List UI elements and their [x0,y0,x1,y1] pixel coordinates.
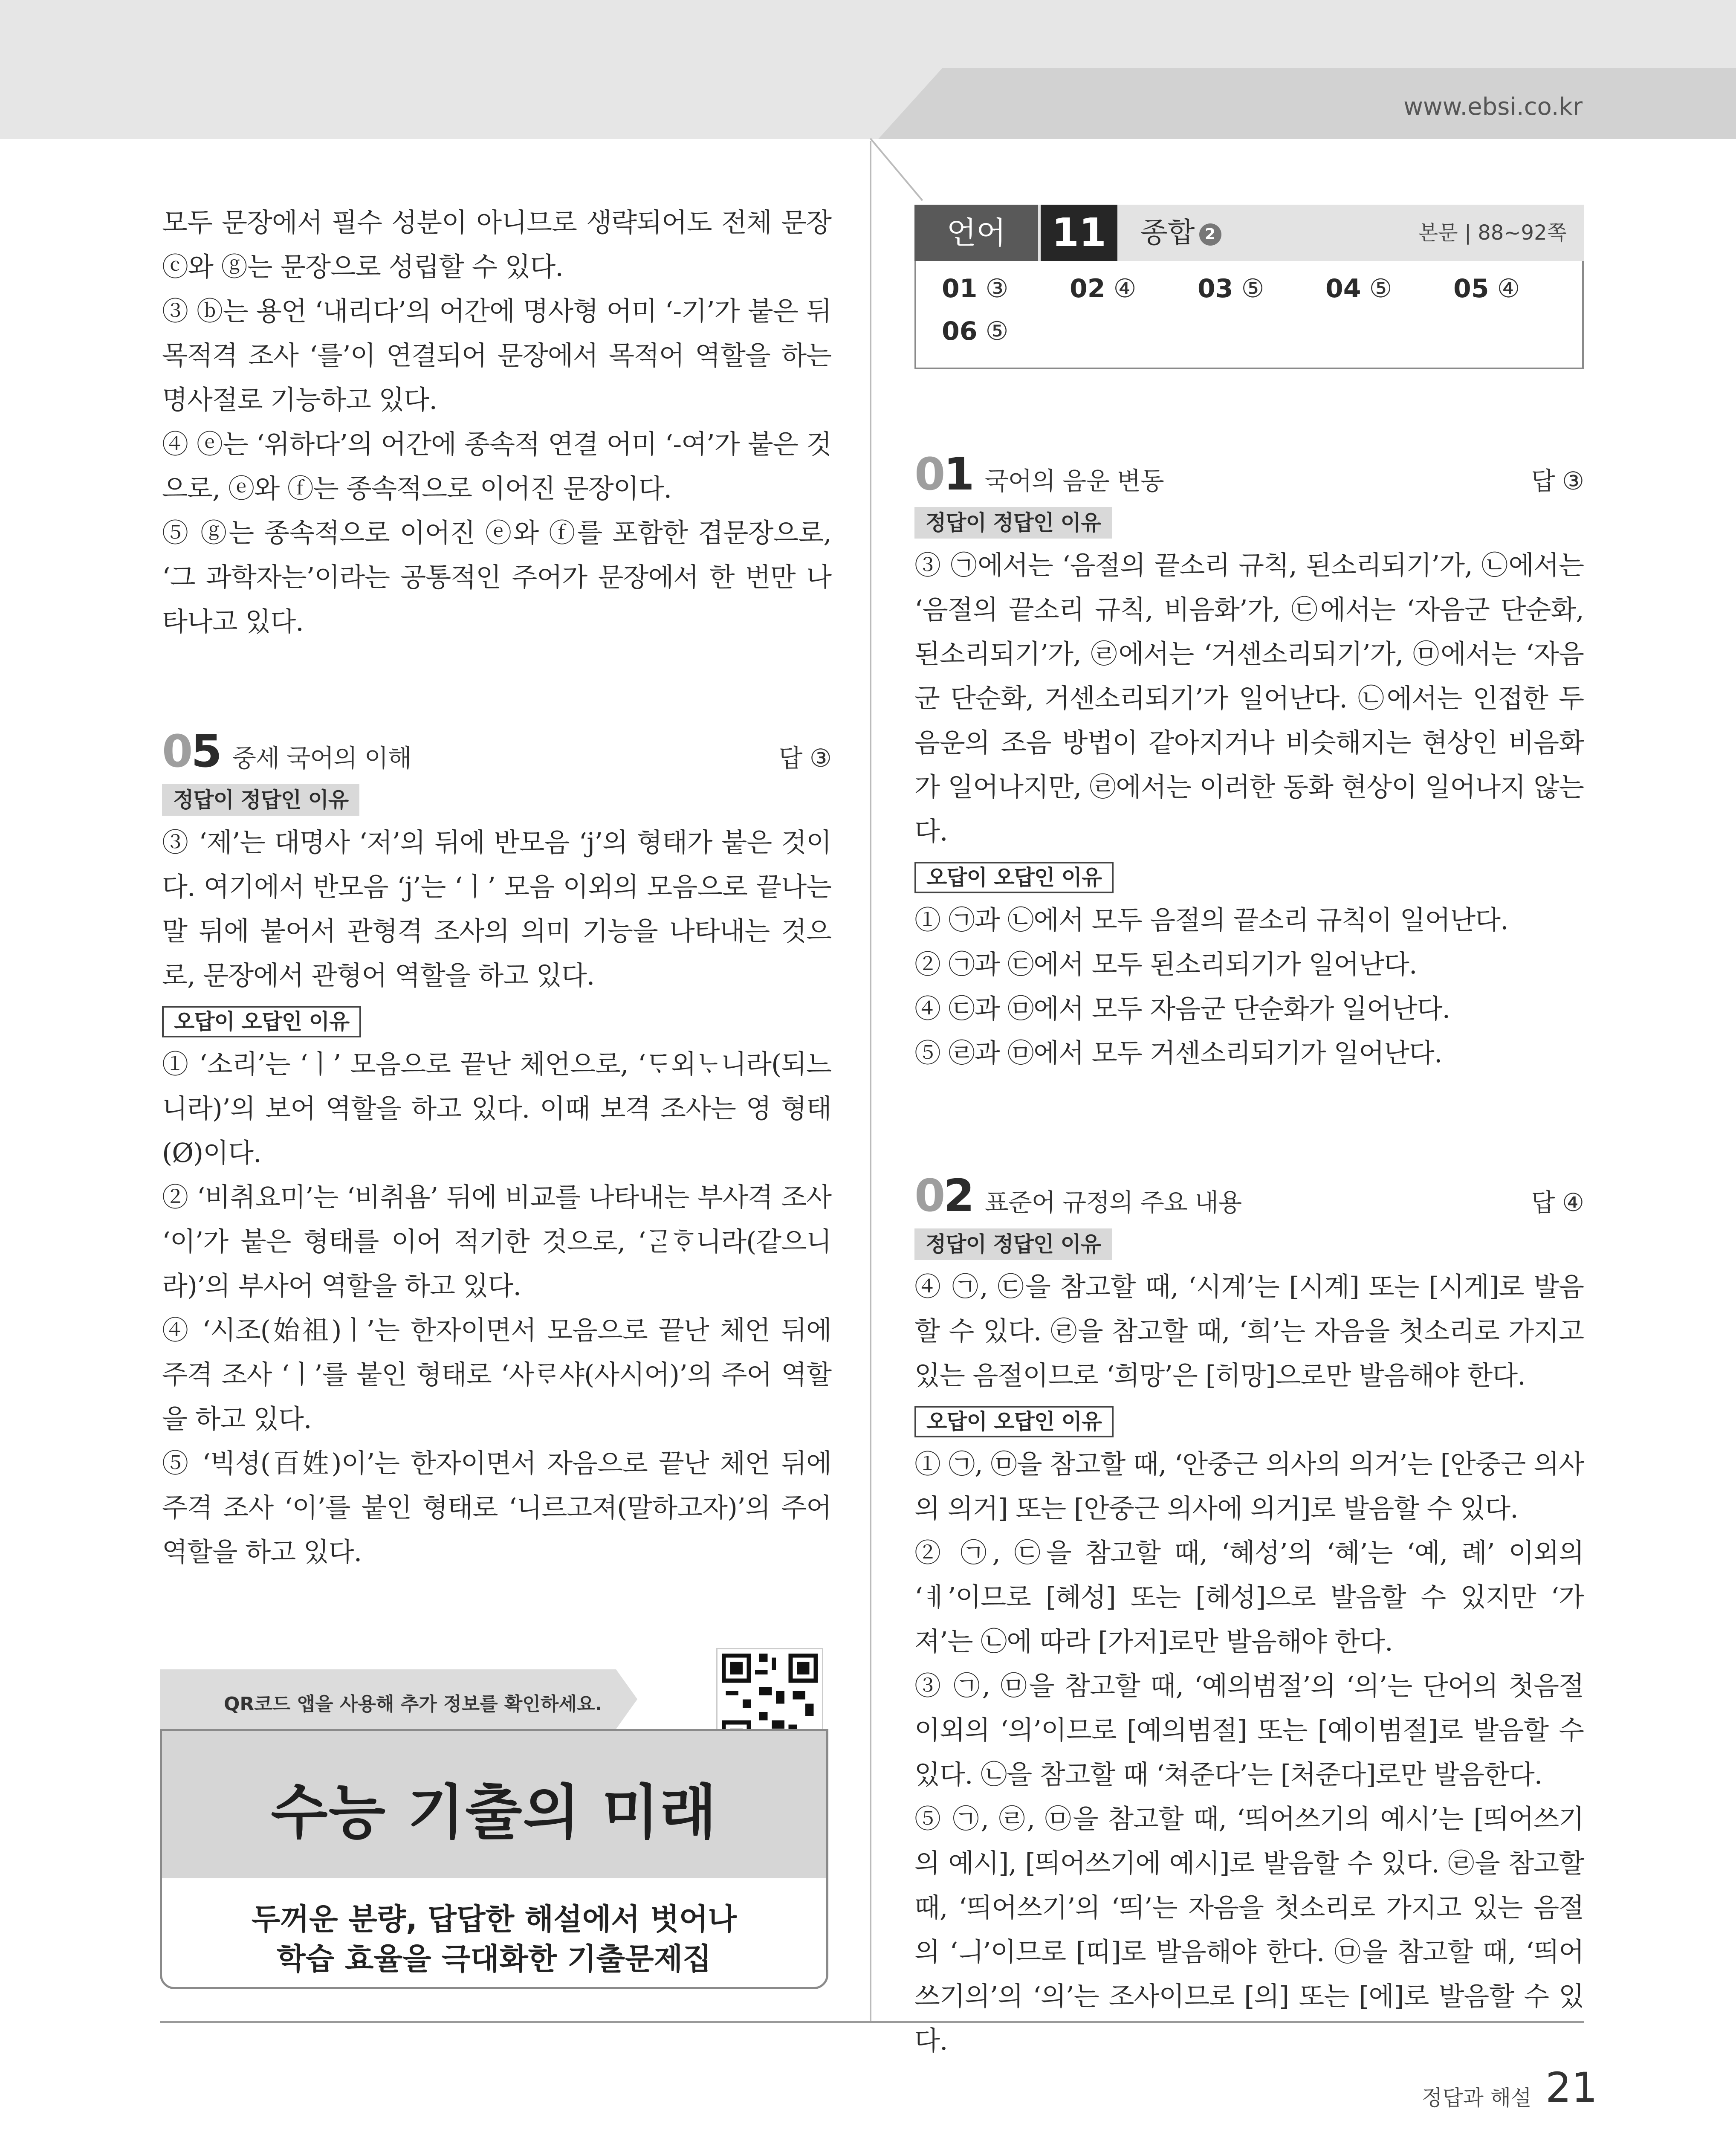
right-column [914,448,1584,2063]
wrong-reason-item: ⑤ ㉠, ㉣, ㉤을 참고할 때, ‘띄어쓰기의 예시’는 [띄어쓰기의 예시], [띄어쓰기에 예시]로 발음할 수 있다. ㉣을 참고할 때, ‘띄어쓰기’의 ‘띄’는 자음을 첫소리로 가지고 있는 음절의 ‘ㅢ’이므로 [띠]로 발음해야 한다. ㉤을 참고할 때, ‘띄어쓰기의’의 ‘의’는 조사이므로 [의] 또는 [에]로 발음할 수 있다. [914,1803,1584,2056]
ad-panel [160,1729,828,1989]
continued-paragraph: 모두 문장에서 필수 성분이 아니므로 생략되어도 전체 문장 ⓒ와 ⓖ는 문장으로 성립할 수 있다. [162,207,831,282]
left-column [162,200,831,1574]
question-title: 표준어 규정의 주요 내용 [984,1188,1242,1217]
continued-paragraph: ⑤ ⓖ는 종속적으로 이어진 ⓔ와 ⓕ를 포함한 겹문장으로, ‘그 과학자는’이라는 공통적인 주어가 문장에서 한 번만 나타나고 있다. [162,517,831,637]
ad-title: 수능 기출의 미래 [271,1778,718,1847]
answer-key-pages: 본문 | 88~92쪽 [1418,221,1567,245]
wrong-reason-item: ② ㉠과 ㉢에서 모두 된소리되기가 일어난다. [914,949,1417,980]
correct-reason-tag: 정답이 정답인 이유 [914,507,1112,539]
wrong-reason-item: ② ‘비취요미’는 ‘비취욤’ 뒤에 비교를 나타내는 부사격 조사 ‘이’가 붙은 형태를 이어 적기한 것으로, ‘ᄀᆞᆮᄒᆞ니라(같으니라)’의 부사어 역할을 하고 있다. [162,1182,831,1301]
question-answer: 답 ③ [778,744,831,773]
question-title: 중세 국어의 이해 [232,744,411,773]
answer-key-item: 04 ⑤ [1325,274,1392,304]
question-number: 05 [162,725,220,777]
answer-key-item: 06 ⑤ [942,316,1009,346]
answer-key-title: 종합 2 [1140,205,1221,261]
ad-box[interactable] [160,1648,827,1985]
wrong-reason-tag: 오답이 오답인 이유 [162,1006,361,1037]
question-02-header [914,1170,1584,1222]
wrong-reason-tag: 오답이 오답인 이유 [914,1406,1114,1437]
wrong-reason-item: ③ ㉠, ㉤을 참고할 때, ‘예의범절’의 ‘의’는 단어의 첫음절 이외의 ‘의’이므로 [예의범절] 또는 [예이범절]로 발음할 수 있다. ㉡을 참고할 때 ‘쳐준다’는 [처준다]로만 발음한다. [914,1670,1584,1790]
question-number: 02 [914,1170,973,1222]
answer-key-item: 05 ④ [1453,274,1520,304]
wrong-reason-item: ⑤ ‘빅셩(百姓)이’는 한자이면서 자음으로 끝난 체언 뒤에 주격 조사 ‘이’를 붙인 형태로 ‘니르고져(말하고자)’의 주어 역할을 하고 있다. [162,1448,831,1567]
wrong-reason-tag: 오답이 오답인 이유 [914,862,1114,893]
wrong-reason-item: ① ‘소리’는 ‘ㅣ’ 모음으로 끝난 체언으로, ‘ᄃᆞ외ᄂᆞ니라(되느니라)’의 보어 역할을 하고 있다. 이때 보격 조사는 영 형태(Ø)이다. [162,1049,831,1168]
unit-badge-icon: 2 [1199,223,1221,246]
ad-subtitle: 학습 효율을 극대화한 기출문제집 [277,1941,712,1976]
wrong-reason-item: ① ㉠과 ㉡에서 모두 음절의 끝소리 규칙이 일어난다. [914,904,1508,936]
answer-key-box [914,205,1584,371]
wrong-reason-item: ④ ㉢과 ㉤에서 모두 자음군 단순화가 일어난다. [914,993,1450,1024]
question-answer: 답 ③ [1531,466,1584,495]
answer-key-item: 03 ⑤ [1198,274,1264,304]
answer-key-subject: 언어 [914,205,1038,261]
column-divider [870,141,871,2021]
page-number: 21 [1545,2064,1598,2112]
answer-key-unit-number: 11 [1041,205,1117,261]
correct-reason-text: ③ ㉠에서는 ‘음절의 끝소리 규칙, 된소리되기’가, ㉡에서는 ‘음절의 끝소리 규칙, 비음화’가, ㉢에서는 ‘자음군 단순화, 된소리되기’가, ㉣에서는 ‘거센소리되기’가, ㉤에서는 ‘자음군 단순화, 거센소리되기’가 일어난다. ㉡에서는 인접한 두 음운의 조음 방법이 같아지거나 비슷해지는 현상인 비음화가 일어나지만, ㉣에서는 이러한 동화 현상이 일어나지 않는다. [914,550,1584,847]
wrong-reason-item: ② ㉠, ㉢을 참고할 때, ‘혜성’의 ‘혜’는 ‘예, 례’ 이외의 ‘ㅖ’이므로 [혜성] 또는 [헤성]으로 발음할 수 있지만 ‘가져’는 ㉡에 따라 [가저]로만 발음해야 한다. [914,1537,1584,1657]
correct-reason-tag: 정답이 정답인 이유 [162,784,359,816]
correct-reason-text: ③ ‘제’는 대명사 ‘저’의 뒤에 반모음 ‘j’의 형태가 붙은 것이다. 여기에서 반모음 ‘j’는 ‘ㅣ’ 모음 이외의 모음으로 끝나는 말 뒤에 붙어서 관형격 조사의 의미 기능을 나타내는 것으로, 문장에서 관형어 역할을 하고 있다. [162,827,831,991]
ad-banner-text: QR코드 앱을 사용해 추가 정보를 확인하세요. [224,1693,602,1715]
continued-paragraph: ④ ⓔ는 ‘위하다’의 어간에 종속적 연결 어미 ‘-여’가 붙은 것으로, ⓔ와 ⓕ는 종속적으로 이어진 문장이다. [162,429,831,504]
correct-reason-tag: 정답이 정답인 이유 [914,1228,1112,1260]
continued-paragraph: ③ ⓑ는 용언 ‘내리다’의 어간에 명사형 어미 ‘-기’가 붙은 뒤 목적격 조사 ‘를’이 연결되어 문장에서 목적어 역할을 하는 명사절로 기능하고 있다. [162,295,831,415]
footer-label: 정답과 해설 [1422,2086,1532,2110]
question-answer: 답 ④ [1531,1188,1584,1217]
question-05-header [162,725,831,777]
correct-reason-text: ④ ㉠, ㉢을 참고할 때, ‘시계’는 [시계] 또는 [시게]로 발음할 수 있다. ㉣을 참고할 때, ‘희’는 자음을 첫소리로 가지고 있는 음절이므로 ‘희망’은 [히망]으로만 발음해야 한다. [914,1271,1584,1391]
question-01-header [914,448,1584,500]
wrong-reason-item: ④ ‘시조(始祖)ㅣ’는 한자이면서 모음으로 끝난 체언 뒤에 주격 조사 ‘ㅣ’를 붙인 형태로 ‘사ᄅᆞ샤(사시어)’의 주어 역할을 하고 있다. [162,1315,831,1434]
ad-subtitle: 두꺼운 분량, 답답한 해설에서 벗어나 [251,1902,737,1937]
answer-key-item: 02 ④ [1070,274,1137,304]
answer-key-item: 01 ③ [942,274,1009,304]
answer-key-body [914,261,1584,369]
header-tab [878,68,1736,139]
wrong-reason-item: ⑤ ㉣과 ㉤에서 모두 거센소리되기가 일어난다. [914,1037,1442,1069]
wrong-reason-item: ① ㉠, ㉤을 참고할 때, ‘안중근 의사의 의거’는 [안중근 의사의 의거] 또는 [안중근 의사에 의거]로 발음할 수 있다. [914,1448,1584,1524]
question-title: 국어의 음운 변동 [984,466,1164,495]
footer-rule [160,2021,1584,2023]
site-url[interactable]: www.ebsi.co.kr [1403,93,1583,121]
question-number: 01 [914,448,973,500]
